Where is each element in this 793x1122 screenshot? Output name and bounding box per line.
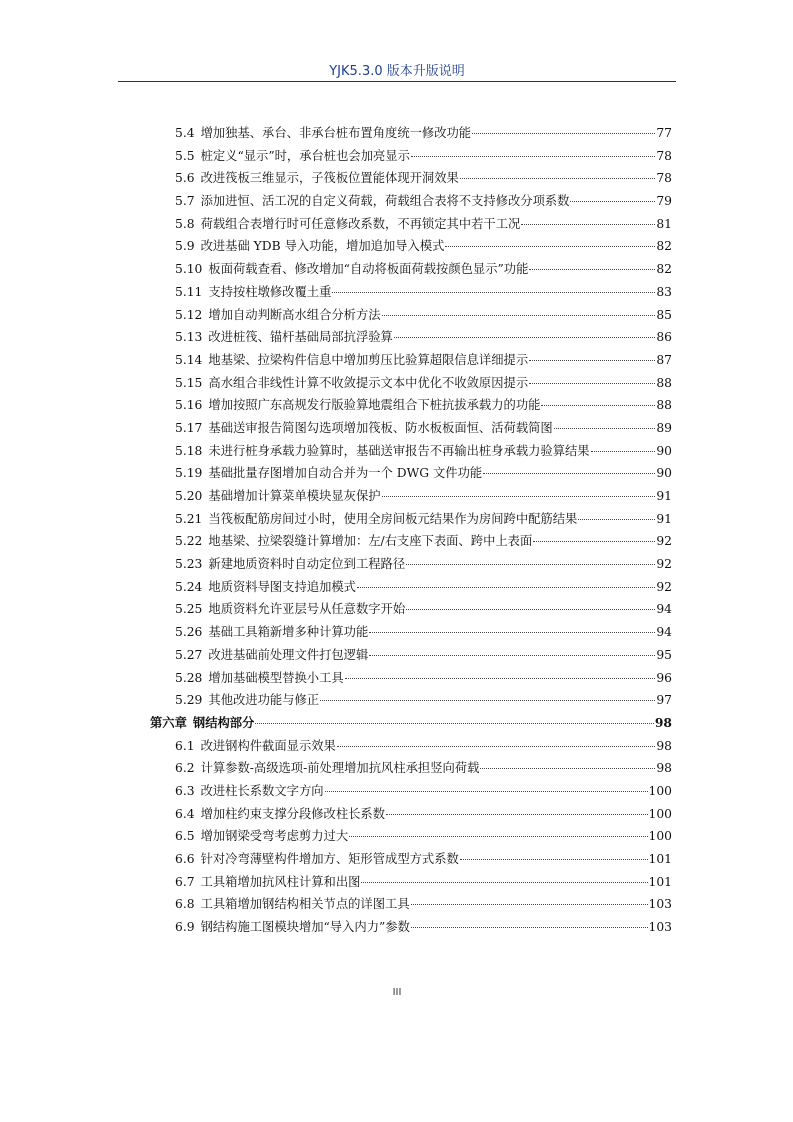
toc-entry[interactable] <box>150 553 672 576</box>
dot-leader <box>386 814 647 815</box>
toc-entry[interactable] <box>150 848 672 871</box>
toc-entry[interactable] <box>150 167 672 190</box>
dot-leader <box>570 201 655 202</box>
dot-leader <box>554 428 656 429</box>
toc-entry-number: 5.5 <box>175 148 195 163</box>
toc-entry-title: 桩定义“显示”时，承台桩也会加亮显示 <box>200 148 410 163</box>
toc-entry-title: 基础增加计算菜单模块显灰保护 <box>208 489 381 503</box>
toc-entry[interactable] <box>150 349 672 372</box>
toc-entry[interactable] <box>150 326 672 349</box>
toc-entry-page: 91 <box>656 489 672 503</box>
toc-entry-title: 地基梁、拉梁构件信息中增加剪压比验算超限信息详细提示 <box>208 352 529 367</box>
toc-entry[interactable] <box>150 235 672 258</box>
toc-entry-number: 6.1 <box>175 738 195 753</box>
toc-entry-number: 5.8 <box>175 216 195 231</box>
header-rule <box>118 81 676 82</box>
toc-entry-number: 5.9 <box>175 239 195 254</box>
toc-entry[interactable] <box>150 598 672 621</box>
dot-leader <box>332 292 655 293</box>
toc-entry-number: 5.10 <box>175 262 203 277</box>
toc-entry-page: 85 <box>656 307 672 322</box>
dot-leader <box>406 609 655 610</box>
toc-entry-title: 支持按柱墩修改覆土重 <box>208 284 332 299</box>
toc-entry-number: 6.6 <box>175 852 195 866</box>
toc-entry-number: 5.23 <box>175 557 203 572</box>
toc-entry-page: 87 <box>656 352 672 367</box>
toc-entry[interactable] <box>150 825 672 848</box>
toc-entry-title: 基础批量存图增加自动合并为一个 DWG 文件功能 <box>208 466 483 481</box>
toc-entry-title: 改进基础 YDB 导入功能，增加追加导入模式 <box>200 239 445 254</box>
toc-entry[interactable] <box>150 372 672 395</box>
toc-entry[interactable] <box>150 417 672 440</box>
toc-entry-page: 79 <box>656 194 672 209</box>
dot-leader <box>460 859 648 860</box>
dot-leader <box>406 564 655 565</box>
dot-leader <box>480 768 655 769</box>
toc-entry-title: 增加按照广东高规发行版验算地震组合下桩抗拔承载力的功能 <box>208 398 541 413</box>
toc-entry-number: 6.2 <box>175 761 195 776</box>
dot-leader <box>529 383 655 384</box>
toc-entry-number: 5.19 <box>175 466 203 481</box>
toc-entry-title: 钢结构部分 <box>192 714 255 730</box>
toc-entry-page: 101 <box>648 874 672 889</box>
toc-entry-number: 5.22 <box>175 534 203 549</box>
toc-entry-number: 5.28 <box>175 670 203 685</box>
page-number: III <box>392 987 402 998</box>
toc-entry-title: 荷载组合表增行时可任意修改系数，不再锁定其中若干工况 <box>200 216 521 231</box>
toc-entry-title: 添加进恒、活工况的自定义荷载，荷载组合表将不支持修改分项系数 <box>200 194 570 209</box>
toc-entry-page: 100 <box>648 829 672 844</box>
toc-entry[interactable] <box>150 689 672 712</box>
dot-leader <box>529 360 655 361</box>
toc-entry-title: 改进筏板三维显示，子筏板位置能体现开洞效果 <box>200 171 459 186</box>
toc-entry[interactable] <box>150 508 672 531</box>
toc-entry-page: 90 <box>656 443 672 458</box>
dot-leader <box>411 156 655 157</box>
dot-leader <box>357 587 655 588</box>
toc-entry-title: 改进基础前处理文件打包逻辑 <box>208 647 369 662</box>
toc-entry[interactable] <box>150 122 672 145</box>
dot-leader <box>541 405 655 406</box>
toc-entry-number: 5.25 <box>175 602 203 617</box>
toc-entry-number: 5.16 <box>175 398 203 413</box>
toc-entry-page: 98 <box>656 761 672 776</box>
toc-chapter-entry[interactable] <box>150 712 672 735</box>
toc-entry-number: 6.3 <box>175 783 195 798</box>
toc-entry-title: 改进桩筏、锚杆基础局部抗浮验算 <box>208 330 393 345</box>
toc-entry-page: 88 <box>656 375 672 390</box>
toc-entry[interactable] <box>150 281 672 304</box>
toc-entry-number: 5.13 <box>175 330 203 345</box>
toc-entry-page: 81 <box>656 216 672 231</box>
toc-entry-page: 77 <box>656 126 672 140</box>
dot-leader <box>361 882 647 883</box>
toc-entry[interactable] <box>150 871 672 894</box>
toc-entry-number: 5.14 <box>175 352 203 367</box>
toc-entry[interactable] <box>150 440 672 463</box>
dot-leader <box>349 836 647 837</box>
toc-entry-page: 88 <box>656 398 672 413</box>
toc-entry[interactable] <box>150 304 672 327</box>
toc-entry-title: 增加独基、承台、非承台桩布置角度统一修改功能 <box>200 126 472 140</box>
toc-entry-number: 5.6 <box>175 171 195 186</box>
dot-leader <box>460 178 656 179</box>
toc-entry-title: 计算参数-高级选项-前处理增加抗风柱承担竖向荷载 <box>200 761 480 776</box>
dot-leader <box>382 315 656 316</box>
toc-entry-page: 94 <box>656 602 672 617</box>
toc-entry-page: 97 <box>656 693 672 708</box>
toc-entry[interactable] <box>150 530 672 553</box>
toc-entry-title: 工具箱增加钢结构相关节点的详图工具 <box>200 897 410 912</box>
toc-entry[interactable] <box>150 258 672 281</box>
dot-leader <box>369 632 655 633</box>
toc-entry[interactable] <box>150 803 672 826</box>
toc-entry[interactable] <box>150 644 672 667</box>
toc-entry-page: 92 <box>656 534 672 549</box>
toc-entry-page: 100 <box>648 783 672 798</box>
table-of-contents <box>150 122 672 939</box>
toc-entry-page: 91 <box>656 511 672 526</box>
toc-entry-number: 5.26 <box>175 625 203 640</box>
toc-entry-page: 86 <box>656 330 672 345</box>
toc-entry-number: 5.29 <box>175 693 203 708</box>
toc-entry-number: 5.12 <box>175 307 203 322</box>
page-header: YJK5.3.0 版本升版说明 <box>329 64 465 79</box>
toc-entry-page: 89 <box>656 420 672 435</box>
dot-leader <box>337 746 656 747</box>
toc-entry-title: 地质资料允许亚层号从任意数字开始 <box>208 602 406 617</box>
toc-entry-title: 地基梁、拉梁裂缝计算增加：左/右支座下表面、跨中上表面 <box>208 534 533 549</box>
toc-entry-number: 5.17 <box>175 420 203 435</box>
toc-entry-title: 改进钢构件截面显示效果 <box>200 738 336 753</box>
toc-entry-page: 98 <box>654 714 672 730</box>
toc-entry-page: 100 <box>648 806 672 821</box>
toc-entry-page: 95 <box>656 647 672 662</box>
dot-leader <box>382 496 656 497</box>
toc-entry-number: 5.15 <box>175 375 203 390</box>
toc-entry[interactable] <box>150 757 672 780</box>
dot-leader <box>255 723 653 724</box>
toc-entry-title: 板面荷载查看、修改增加“自动将板面荷载按颜色显示”功能 <box>208 262 529 277</box>
dot-leader <box>521 224 655 225</box>
toc-entry-number: 6.4 <box>175 806 195 821</box>
toc-entry-page: 92 <box>656 579 672 594</box>
toc-entry[interactable] <box>150 485 672 508</box>
toc-entry[interactable] <box>150 190 672 213</box>
dot-leader <box>591 451 656 452</box>
toc-entry-title: 其他改进功能与修正 <box>208 693 320 708</box>
toc-entry-title: 地质资料导图支持追加模式 <box>208 579 356 594</box>
toc-entry-title: 改进柱长系数文字方向 <box>200 783 324 798</box>
dot-leader <box>345 678 656 679</box>
toc-entry-title: 针对冷弯薄壁构件增加方、矩形管成型方式系数 <box>200 852 459 866</box>
dot-leader <box>533 541 655 542</box>
toc-entry-number: 6.7 <box>175 874 195 889</box>
toc-entry-page: 98 <box>656 738 672 753</box>
dot-leader <box>411 927 648 928</box>
toc-entry-title: 增加钢梁受弯考虑剪力过大 <box>200 829 349 844</box>
toc-entry-number: 6.5 <box>175 829 195 844</box>
toc-entry[interactable] <box>150 394 672 417</box>
toc-entry[interactable] <box>150 213 672 236</box>
toc-entry[interactable] <box>150 667 672 690</box>
toc-entry-page: 96 <box>656 670 672 685</box>
toc-entry-number: 6.8 <box>175 897 195 912</box>
toc-entry-number: 5.21 <box>175 511 203 526</box>
toc-entry-title: 新建地质资料时自动定位到工程路径 <box>208 557 406 572</box>
dot-leader <box>445 246 655 247</box>
toc-entry-page: 82 <box>656 262 672 277</box>
toc-entry[interactable] <box>150 621 672 644</box>
toc-entry-title: 增加自动判断高水组合分析方法 <box>208 307 381 322</box>
toc-entry-page: 103 <box>648 897 672 912</box>
toc-entry-number: 第六章 <box>150 714 187 730</box>
toc-entry-page: 83 <box>656 284 672 299</box>
dot-leader <box>369 655 655 656</box>
toc-entry-number: 5.11 <box>175 284 203 299</box>
toc-entry-title: 增加基础模型替换小工具 <box>208 670 344 685</box>
toc-entry[interactable] <box>150 145 672 168</box>
toc-entry-page: 82 <box>656 239 672 254</box>
toc-entry-number: 5.24 <box>175 579 203 594</box>
dot-leader <box>394 337 655 338</box>
toc-entry-page: 78 <box>656 171 672 186</box>
dot-leader <box>325 791 648 792</box>
toc-entry[interactable] <box>150 916 672 939</box>
toc-entry-page: 78 <box>656 148 672 163</box>
toc-entry-page: 101 <box>648 852 672 866</box>
toc-entry-title: 当筏板配筋房间过小时，使用全房间板元结果作为房间跨中配筋结果 <box>208 511 578 526</box>
dot-leader <box>578 519 655 520</box>
dot-leader <box>472 133 655 134</box>
toc-entry[interactable] <box>150 462 672 485</box>
toc-entry-title: 增加柱约束支撑分段修改柱长系数 <box>200 806 386 821</box>
toc-entry-title: 未进行桩身承载力验算时，基础送审报告不再输出桩身承载力验算结果 <box>208 443 590 458</box>
toc-entry-number: 5.18 <box>175 443 203 458</box>
dot-leader <box>483 473 655 474</box>
toc-entry-number: 5.7 <box>175 194 195 209</box>
dot-leader <box>320 700 655 701</box>
toc-entry-page: 94 <box>656 625 672 640</box>
toc-entry-page: 92 <box>656 557 672 572</box>
toc-entry-number: 5.20 <box>175 489 203 503</box>
toc-entry-page: 103 <box>648 920 672 935</box>
toc-entry[interactable] <box>150 780 672 803</box>
toc-entry-title: 高水组合非线性计算不收敛提示文本中优化不收敛原因提示 <box>208 375 529 390</box>
toc-entry-title: 基础送审报告简图勾选项增加筏板、防水板板面恒、活荷载简图 <box>208 420 553 435</box>
toc-entry-number: 5.4 <box>175 126 195 140</box>
toc-entry-title: 钢结构施工图模块增加“导入内力”参数 <box>200 920 410 935</box>
toc-entry-number: 6.9 <box>175 920 195 935</box>
toc-entry[interactable] <box>150 735 672 758</box>
toc-entry-title: 基础工具箱新增多种计算功能 <box>208 625 369 640</box>
toc-entry[interactable] <box>150 576 672 599</box>
toc-entry-title: 工具箱增加抗风柱计算和出图 <box>200 874 361 889</box>
dot-leader <box>411 904 648 905</box>
toc-entry-number: 5.27 <box>175 647 203 662</box>
toc-entry-page: 90 <box>656 466 672 481</box>
dot-leader <box>529 269 655 270</box>
toc-entry[interactable] <box>150 893 672 916</box>
